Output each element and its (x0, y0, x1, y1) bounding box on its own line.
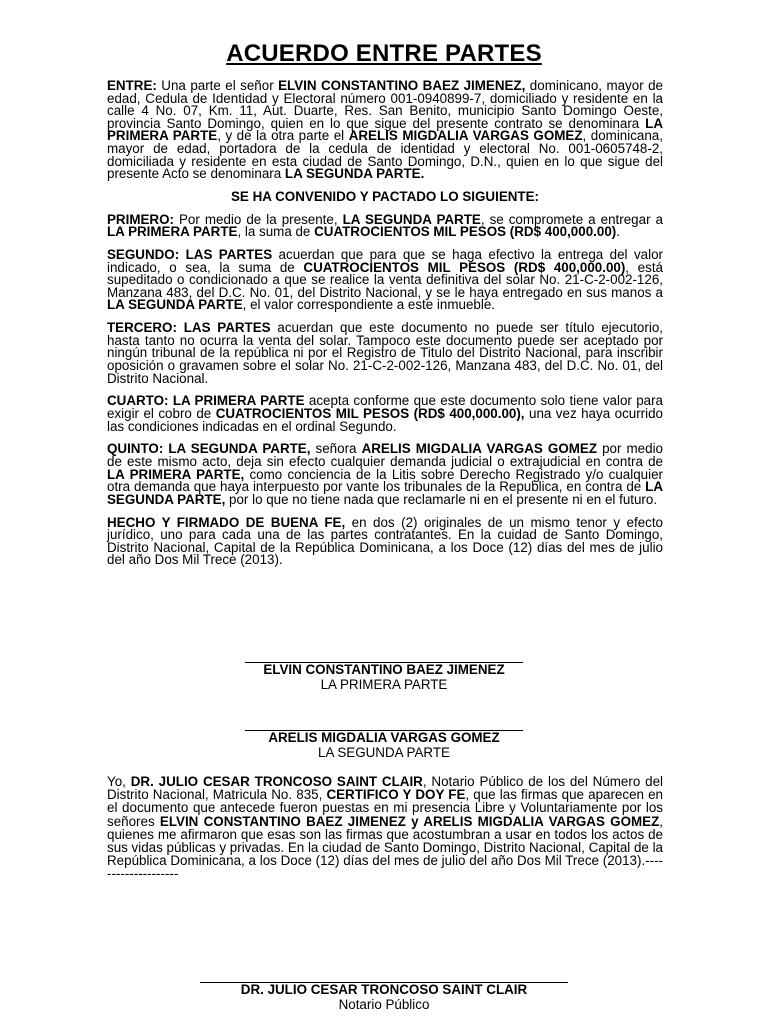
notary-certifico: CERTIFICO Y DOY FE (326, 787, 466, 803)
notary-signature-name: DR. JULIO CESAR TRONCOSO SAINT CLAIR (240, 982, 528, 997)
hecho-label: HECHO Y FIRMADO DE BUENA FE, (107, 514, 346, 530)
notary-signature-role: Notario Público (338, 996, 430, 1012)
primero-bold-2: LA PRIMERA PARTE (107, 224, 238, 240)
cuarto-bold-1: CUATROCIENTOS MIL PESOS (RD$ 400,000.00), (215, 406, 525, 421)
tercero-label: TERCERO: LAS PARTES (107, 320, 271, 336)
signature-block-primera (0, 662, 768, 692)
quinto-bold-1: ARELIS MIGDALIA VARGAS GOMEZ (361, 441, 598, 457)
primero-label: PRIMERO: (107, 211, 174, 227)
entre-text-2: dominicano, mayor de edad, Cedula de Identidad y Electoral número 001-0940899-7, domiciliado y residente en la calle 4 No. 07, Km. 11, Aut. Duarte, Res. San Benito, municipio Santo Domingo Oeste, provincia Santo Domingo, quien en lo que sigue del presente contrato se denominara (107, 78, 664, 131)
paragraph-entre (107, 80, 663, 181)
paragraph-primero (107, 211, 663, 240)
document-title: ACUERDO ENTRE PARTES (226, 40, 542, 67)
quinto-text-4: por lo que no tiene nada que reclamarle ni en el presente ni en el futuro. (225, 491, 658, 507)
agreement-body (107, 80, 663, 577)
segundo-text-1: acuerdan que para que se haga efectivo la entrega del valor indicado, o sea, la suma de (107, 247, 663, 275)
primero-bold-3: CUATROCIENTOS MIL PESOS (RD$ 400,000.00) (314, 224, 617, 240)
quinto-text-1: señora (310, 441, 362, 457)
quinto-bold-3: LA SEGUNDA PARTE, (107, 479, 663, 507)
signature-name: ELVIN CONSTANTINO BAEZ JIMENEZ (263, 662, 505, 677)
primero-text-2: , se compromete a entregar a (480, 211, 663, 227)
notary-certification (107, 775, 663, 881)
notary-parties: ELVIN CONSTANTINO BAEZ JIMENEZ y ARELIS MIGDALIA VARGAS GOMEZ (159, 813, 660, 829)
notary-text-1: Yo, (107, 774, 131, 789)
notary-text-4: , quienes me afirmaron que esas son las firmas que acostumbran a usar en todos los actos de sus vidas públicas y privadas. En la ciudad de Santo Domingo, Distrito Nacional, Capital de la República Dominicana, a los Doce (12) días del mes de julio del año Dos Mil Trece (2013).-------------------- (107, 813, 664, 882)
quinto-bold-2: LA PRIMERA PARTE, (107, 466, 245, 482)
signature-role: LA SEGUNDA PARTE (318, 744, 450, 760)
entre-text-1: Una parte el señor (156, 78, 279, 93)
notary-name: DR. JULIO CESAR TRONCOSO SAINT CLAIR (130, 774, 423, 789)
quinto-text-2: por medio de este mismo acto, deja sin efecto cualquier demanda judicial o extrajudicial en contra de (107, 441, 663, 469)
entre-label: ENTRE: (107, 78, 157, 93)
quinto-text-3: como conciencia de la Litis sobre Derecho Registrado y/o cualquier otra demanda que haya interpuesto por vante los tribunales de la Republica, en contra de (107, 466, 664, 495)
segundo-bold-2: LA SEGUNDA PARTE (107, 297, 243, 313)
entre-text-3: , y de la otra parte el (217, 128, 349, 144)
segundo-text-3: , el valor correspondiente a este inmueble. (242, 297, 495, 313)
paragraph-quinto (107, 443, 663, 506)
hecho-text-1: en dos (2) originales de un mismo tenor y efecto jurídico, uno para cada una de las partes contratantes. En la cuidad de Santo Domingo, Distrito Nacional, Capital de la República Dominicana, a los Doce (12) días del mes de julio del año Dos Mil Trece (2013). (107, 514, 664, 568)
cuarto-text-1: acepta conforme que este documento solo tiene valor para exigir el cobro de (107, 393, 663, 421)
cuarto-label: CUARTO: LA PRIMERA PARTE (107, 393, 305, 409)
entre-party-2: LA SEGUNDA PARTE. (284, 166, 425, 182)
entre-name-1: ELVIN CONSTANTINO BAEZ JIMENEZ, (278, 78, 526, 93)
notary-text-3: , que las firmas que aparecen en el documento que antecede fueron puestas en mi presencia Libre y Voluntariamente por los señores (107, 787, 664, 829)
primero-text-3: , la suma de (237, 224, 315, 240)
cuarto-text-2: una vez haya ocurrido las condiciones indicadas en el ordinal Segundo. (107, 406, 663, 434)
paragraph-cuarto (107, 395, 663, 433)
segundo-label: SEGUNDO: LAS PARTES (107, 247, 273, 263)
convenido-heading: SE HA CONVENIDO Y PACTADO LO SIGUIENTE: (230, 188, 539, 204)
primero-bold-1: LA SEGUNDA PARTE (342, 211, 481, 227)
entre-name-2: ARELIS MIGDALIA VARGAS GOMEZ (348, 128, 583, 144)
tercero-text-1: acuerdan que este documento no puede ser título ejecutorio, hasta tanto no ocurra la venta del solar. Tampoco este documento puede ser aceptado por ningún tribunal de la república ni por el Registro de Titulo del Distrito Nacional, para inscribir oposición o gravamen sobre el solar No. 21-C-2-002-126, Manzana 483, del D.C. No. 01, del Distrito Nacional. (107, 320, 663, 386)
entre-text-4: , dominicana, mayor de edad, portadora de la cedula de identidad y electoral No. 001-0605748-2, domiciliada y residente en esta ciudad de Santo Domingo, D.N., quien en lo que sigue del presente Acto se denominara (107, 128, 663, 182)
signature-block-notary (0, 982, 768, 1012)
notary-text-2: , Notario Público de los del Número del Distrito Nacional, Matricula No. 835, (107, 774, 664, 803)
signature-block-segunda (0, 730, 768, 760)
paragraph-segundo (107, 249, 663, 312)
segundo-text-2: , está supeditado o condicionado a que se realice la venta definitiva del solar No. 21-C-2-002-126, Manzana 483, del D.C. No. 01, del Distrito Nacional, y se le haya entregado en sus manos a (107, 259, 663, 300)
quinto-label: QUINTO: LA SEGUNDA PARTE, (107, 441, 311, 457)
segundo-bold-1: CUATROCIENTOS MIL PESOS (RD$ 400,000.00) (303, 259, 626, 275)
entre-party-1: LA PRIMERA PARTE (107, 115, 663, 144)
signature-name: ARELIS MIGDALIA VARGAS GOMEZ (268, 730, 500, 745)
paragraph-tercero (107, 322, 663, 385)
primero-text-1: Por medio de la presente, (173, 211, 343, 227)
primero-text-4: . (616, 224, 620, 240)
paragraph-hecho (107, 514, 664, 568)
signature-role: LA PRIMERA PARTE (320, 676, 448, 692)
